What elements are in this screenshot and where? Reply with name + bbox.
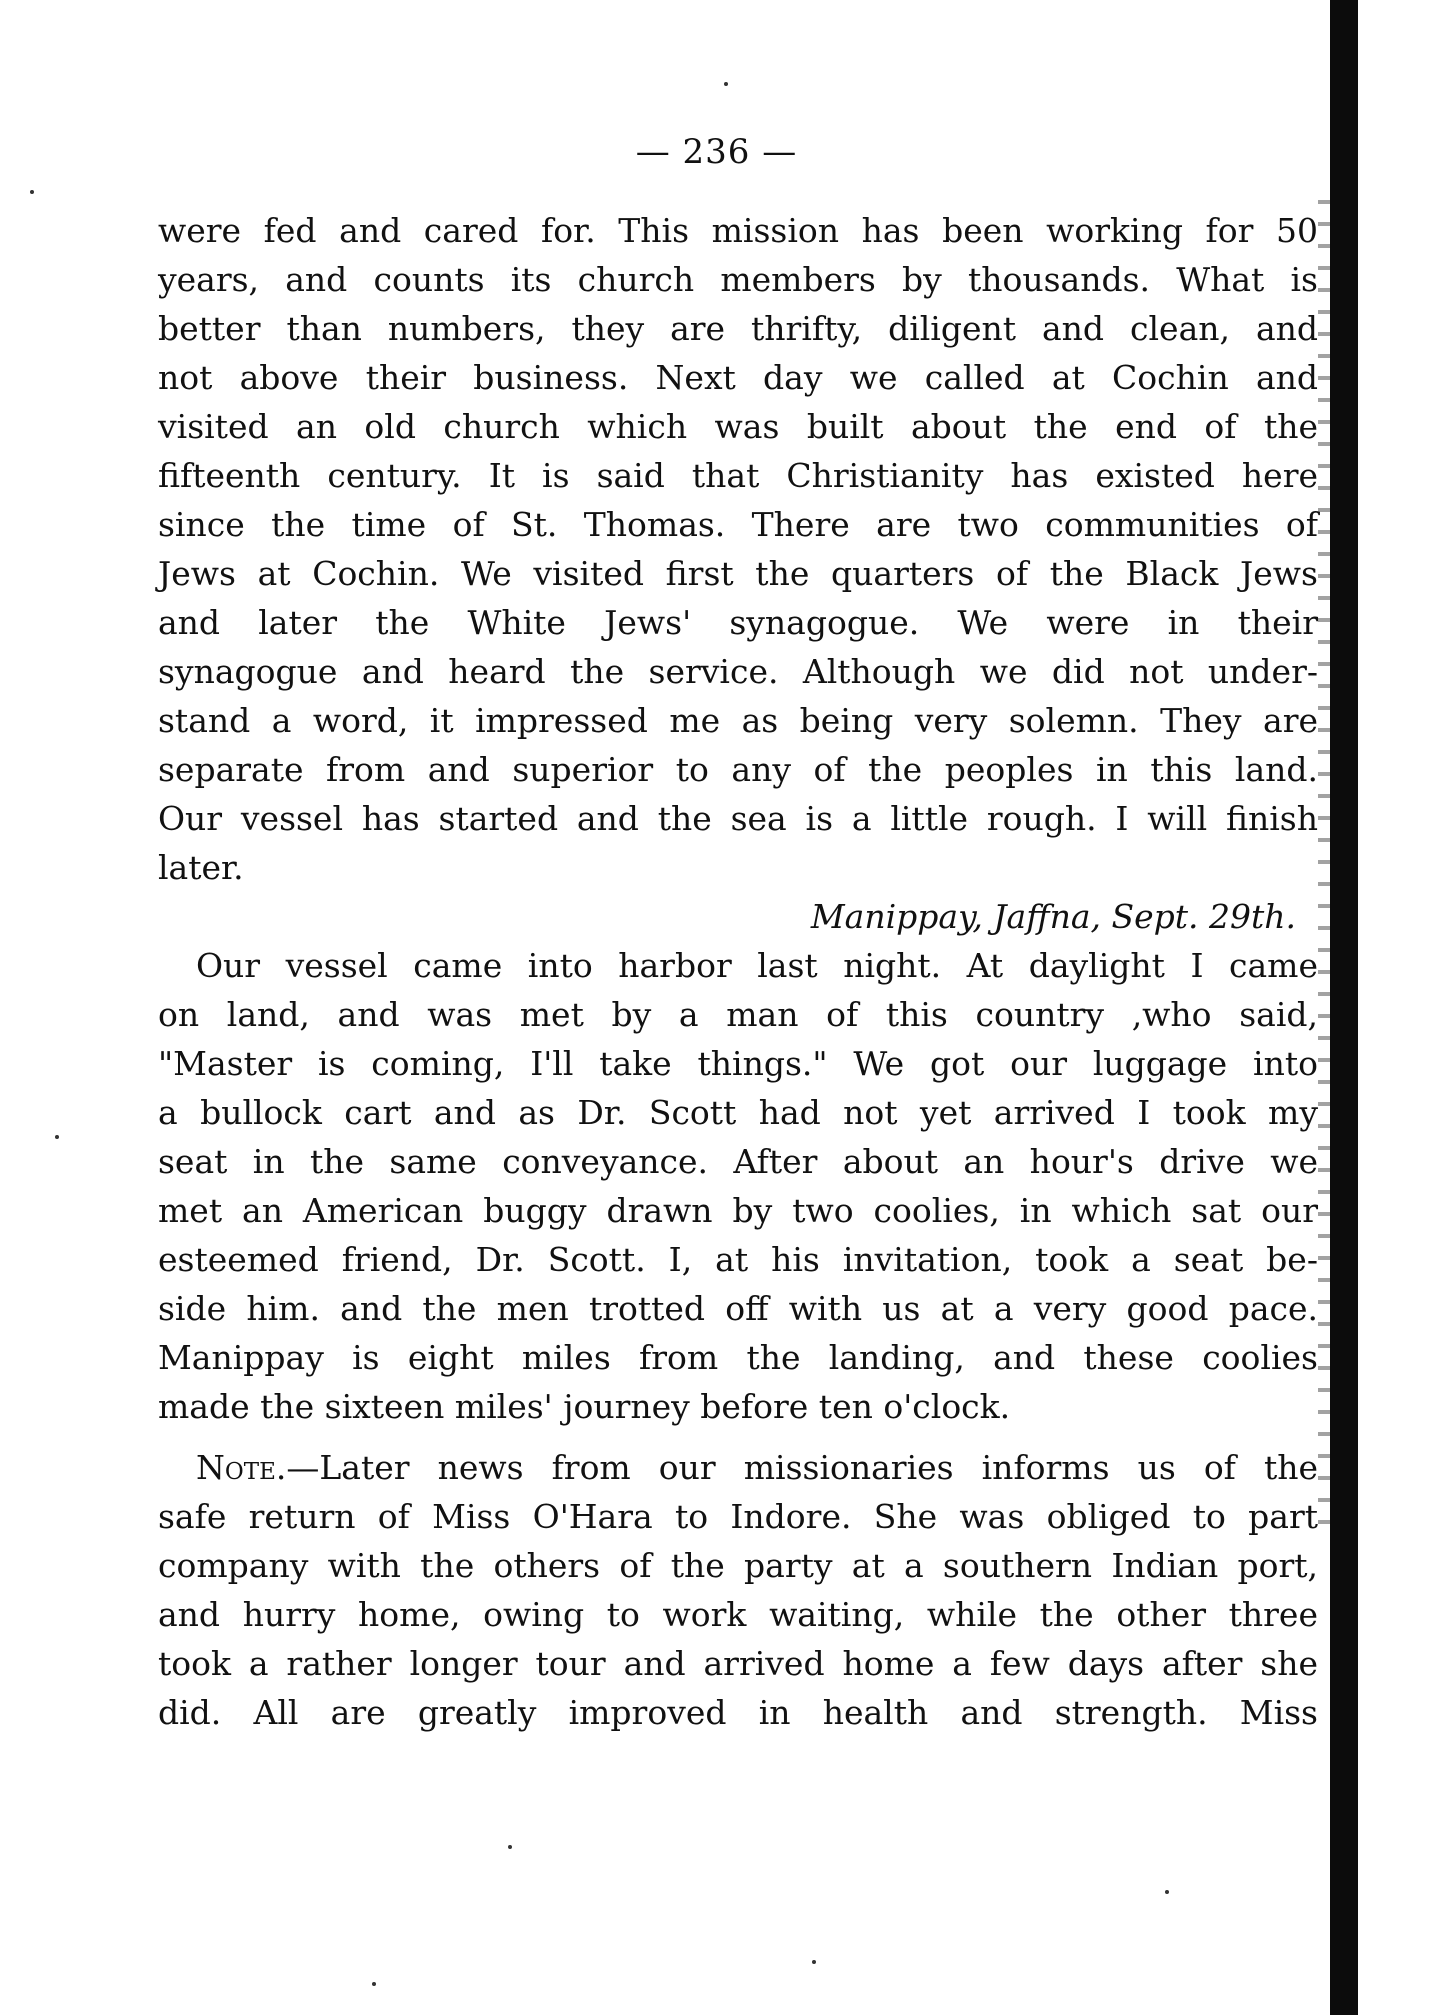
text-line: later.	[158, 848, 244, 887]
scan-speck	[724, 82, 728, 86]
text-line: years, and counts its church members by thousands. What is	[158, 260, 1318, 299]
text-line: visited an old church which was built about the end of the	[158, 407, 1318, 446]
text-line: Our vessel has started and the sea is a little rough. I will finish	[158, 799, 1318, 838]
main-text-column	[158, 206, 1318, 1737]
text-line: Jews at Cochin. We visited first the quarters of the Black Jews	[158, 554, 1318, 593]
text-line: did. All are greatly improved in health and strength. Miss	[158, 1693, 1318, 1732]
text-line: "Master is coming, I'll take things." We got our luggage into	[158, 1044, 1318, 1083]
text-line: on land, and was met by a man of this country ,who said,	[158, 995, 1318, 1034]
text-line: and hurry home, owing to work waiting, while the other three	[158, 1595, 1318, 1634]
text-line: Our vessel came into harbor last night. At daylight I came	[196, 946, 1318, 985]
scan-speck	[508, 1845, 512, 1849]
text-line: not above their business. Next day we called at Cochin and	[158, 358, 1318, 397]
scan-speck	[30, 190, 34, 194]
text-line: stand a word, it impressed me as being very solemn. They are	[158, 701, 1318, 740]
text-line: since the time of St. Thomas. There are two communities of	[158, 505, 1318, 544]
note-paragraph	[158, 1443, 1318, 1737]
scan-speck	[372, 1982, 376, 1986]
text-line: safe return of Miss O'Hara to Indore. She was obliged to part	[158, 1497, 1318, 1536]
text-line: better than numbers, they are thrifty, diligent and clean, and	[158, 309, 1318, 348]
text-line: fifteenth century. It is said that Christianity has existed here	[158, 456, 1318, 495]
text-line: seat in the same conveyance. After about an hour's drive we	[158, 1142, 1318, 1181]
page-number: — 236 —	[635, 132, 798, 172]
note-first-line	[158, 1443, 1318, 1492]
binding-gutter	[1330, 0, 1358, 2015]
text-line: esteemed friend, Dr. Scott. I, at his invitation, took a seat be-	[158, 1240, 1318, 1279]
text-line: Manippay is eight miles from the landing, and these coolies	[158, 1338, 1318, 1377]
text-line: company with the others of the party at a southern Indian port,	[158, 1546, 1318, 1585]
scan-speck	[812, 1960, 816, 1964]
text-line: took a rather longer tour and arrived home a few days after she	[158, 1644, 1318, 1683]
note-first-line-text: —Later news from our missionaries informs us of the	[286, 1448, 1318, 1487]
text-line: side him. and the men trotted off with us at a very good pace.	[158, 1289, 1318, 1328]
paragraph-1	[158, 206, 1318, 892]
paragraph-2	[158, 941, 1318, 1431]
text-line: made the sixteen miles' journey before ten o'clock.	[158, 1387, 1011, 1426]
scan-speck	[55, 1135, 59, 1139]
dateline: Manippay, Jaffna, Sept. 29th.	[810, 897, 1296, 936]
note-label: Note.	[196, 1448, 287, 1487]
text-line: were fed and cared for. This mission has been working for 50	[158, 211, 1318, 250]
text-line: separate from and superior to any of the peoples in this land.	[158, 750, 1318, 789]
text-line: met an American buggy drawn by two coolies, in which sat our	[158, 1191, 1318, 1230]
text-line: a bullock cart and as Dr. Scott had not yet arrived I took my	[158, 1093, 1318, 1132]
scan-speck	[1165, 1890, 1169, 1894]
text-line: synagogue and heard the service. Although we did not under-	[158, 652, 1318, 691]
text-line: and later the White Jews' synagogue. We were in their	[158, 603, 1318, 642]
